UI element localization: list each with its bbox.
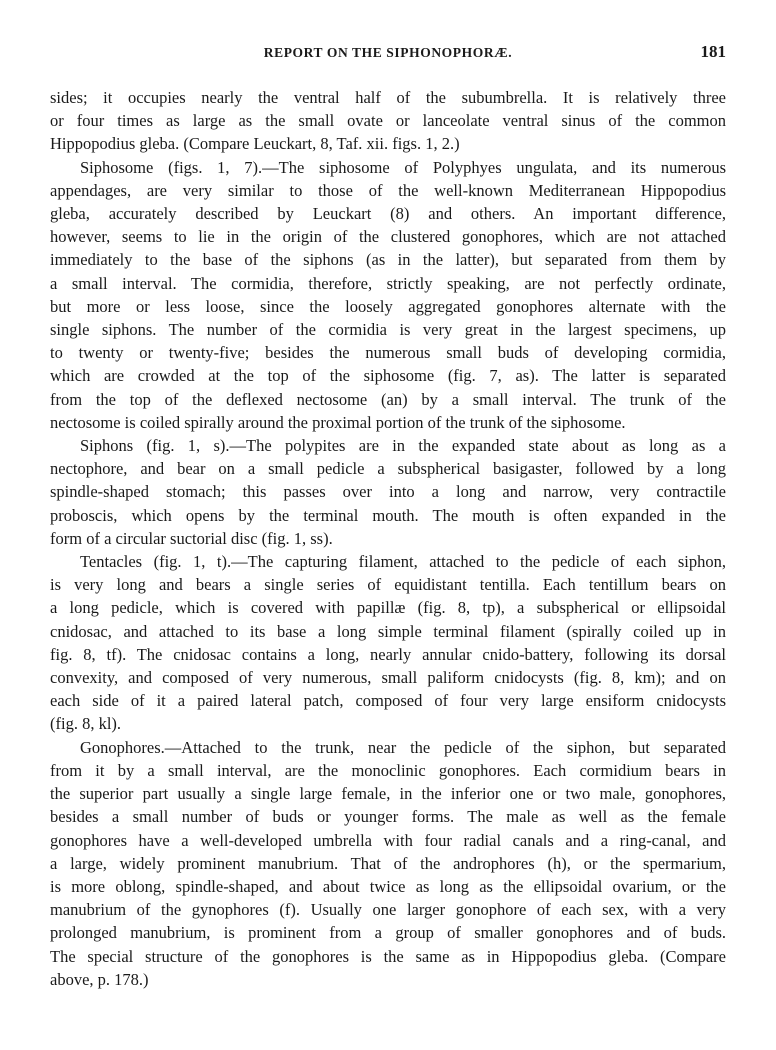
- text-line: is very long and bears a single series of equidistant tentilla. Each tentillum bears on: [50, 575, 726, 595]
- paragraph-siphosome: [50, 156, 726, 434]
- text-line: The special structure of the gonophores is the same as in Hippopodius gleba. (Compare: [50, 946, 726, 966]
- text-line: above, p. 178.): [50, 969, 149, 989]
- text-line: Tentacles (fig. 1, t).—The capturing filament, attached to the pedicle of each siphon,: [80, 552, 726, 572]
- body-text: [50, 86, 726, 991]
- text-line: however, seems to lie in the origin of the clustered gonophores, which are not attached: [50, 227, 726, 247]
- text-line: convexity, and composed of very numerous, small paliform cnidocysts (fig. 8, km); and on: [50, 668, 726, 688]
- page-number: 181: [700, 42, 726, 61]
- text-line: a large, widely prominent manubrium. That of the androphores (h), or the spermarium,: [50, 853, 726, 873]
- text-line: manubrium of the gynophores (f). Usually one larger gonophore of each sex, with a very: [50, 900, 726, 920]
- page-header: [50, 42, 726, 66]
- paragraph-intro: [50, 86, 726, 156]
- text-line: the superior part usually a single large female, in the inferior one or two male, gonophores,: [50, 784, 726, 804]
- text-line: Siphons (fig. 1, s).—The polypites are in the expanded state about as long as a: [80, 436, 726, 456]
- text-line: from the top of the deflexed nectosome (an) by a small interval. The trunk of the: [50, 389, 726, 409]
- text-line: Hippopodius gleba. (Compare Leuckart, 8, Taf. xii. figs. 1, 2.): [50, 134, 460, 154]
- text-line: gonophores have a well-developed umbrella with four radial canals and a ring-canal, and: [50, 830, 726, 850]
- text-line: is more oblong, spindle-shaped, and about twice as long as the ellipsoidal ovarium, or the: [50, 876, 726, 896]
- text-line: which are crowded at the top of the siphosome (fig. 7, as). The latter is separated: [50, 366, 726, 386]
- text-line: prolonged manubrium, is prominent from a group of smaller gonophores and of buds.: [50, 923, 726, 943]
- text-line: fig. 8, tf). The cnidosac contains a long, nearly annular cnido-battery, following its dorsal: [50, 644, 726, 664]
- text-line: form of a circular suctorial disc (fig. 1, ss).: [50, 528, 333, 548]
- text-line: single siphons. The number of the cormidia is very great in the largest specimens, up: [50, 320, 726, 340]
- running-title: REPORT ON THE SIPHONOPHORÆ.: [263, 45, 513, 60]
- text-line: or four times as large as the small ovate or lanceolate ventral sinus of the common: [50, 111, 726, 131]
- text-line: a small interval. The cormidia, therefore, strictly speaking, are not perfectly ordinate,: [50, 273, 726, 293]
- text-line: appendages, are very similar to those of the well-known Mediterranean Hippopodius: [50, 180, 726, 200]
- text-line: Gonophores.—Attached to the trunk, near the pedicle of the siphon, but separated: [80, 737, 726, 757]
- text-line: nectophore, and bear on a small pedicle a subspherical basigaster, followed by a long: [50, 459, 726, 479]
- text-line: spindle-shaped stomach; this passes over into a long and narrow, very contractile: [50, 482, 726, 502]
- text-line: from it by a small interval, are the monoclinic gonophores. Each cormidium bears in: [50, 760, 726, 780]
- text-line: gleba, accurately described by Leuckart (8) and others. An important difference,: [50, 204, 726, 224]
- text-line: a long pedicle, which is covered with papillæ (fig. 8, tp), a subspherical or ellipsoidal: [50, 598, 726, 618]
- text-line: proboscis, which opens by the terminal mouth. The mouth is often expanded in the: [50, 505, 726, 525]
- text-line: nectosome is coiled spirally around the proximal portion of the trunk of the siphosome.: [50, 412, 626, 432]
- text-line: besides a small number of buds or younger forms. The male as well as the female: [50, 807, 726, 827]
- text-line: Siphosome (figs. 1, 7).—The siphosome of Polyphyes ungulata, and its numerous: [80, 157, 726, 177]
- text-line: to twenty or twenty-five; besides the numerous small buds of developing cormidia,: [50, 343, 726, 363]
- paragraph-gonophores: [50, 736, 726, 991]
- text-line: but more or less loose, since the loosely aggregated gonophores alternate with the: [50, 296, 726, 316]
- paragraph-siphons: [50, 434, 726, 550]
- text-line: immediately to the base of the siphons (as in the latter), but separated from them by: [50, 250, 726, 270]
- text-line: (fig. 8, kl).: [50, 714, 122, 734]
- paragraph-tentacles: [50, 550, 726, 736]
- text-line: cnidosac, and attached to its base a long simple terminal filament (spirally coiled up in: [50, 621, 726, 641]
- text-line: sides; it occupies nearly the ventral half of the subumbrella. It is relatively three: [50, 88, 726, 107]
- text-line: each side of it a paired lateral patch, composed of four very large ensiform cnidocysts: [50, 691, 726, 711]
